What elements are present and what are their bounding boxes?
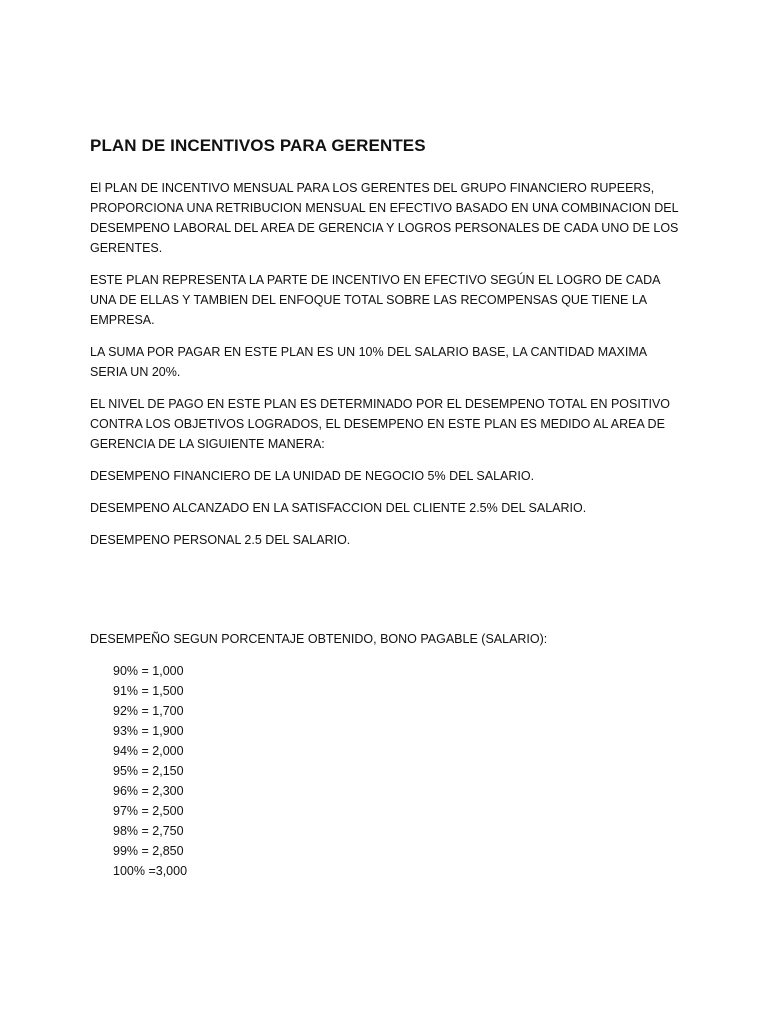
bonus-item: 99% = 2,850 [113, 844, 184, 858]
blank-space [90, 562, 680, 629]
bonus-item: 98% = 2,750 [113, 824, 184, 838]
bonus-list [90, 661, 680, 881]
bonus-item: 100% =3,000 [113, 864, 188, 878]
bonus-heading: DESEMPEÑO SEGUN PORCENTAJE OBTENIDO, BONO PAGABLE (SALARIO): [90, 632, 548, 646]
paragraph-personal: DESEMPENO PERSONAL 2.5 DEL SALARIO. [90, 533, 351, 547]
bonus-item: 95% = 2,150 [113, 764, 184, 778]
bonus-item: 96% = 2,300 [113, 784, 184, 798]
paragraph-intro: El PLAN DE INCENTIVO MENSUAL PARA LOS GERENTES DEL GRUPO FINANCIERO RUPEERS, PROPORCIONA UNA RETRIBUCION MENSUAL EN EFECTIVO BASADO EN UNA COMBINACION DEL DESEMPENO LABORAL DEL AREA DE GERENCIA Y LOGROS PERSONALES DE CADA UNO DE LOS GERENTES. [90, 181, 679, 255]
paragraph-level: EL NIVEL DE PAGO EN ESTE PLAN ES DETERMINADO POR EL DESEMPENO TOTAL EN POSITIVO CONTRA LOS OBJETIVOS LOGRADOS, EL DESEMPENO EN ESTE PLAN ES MEDIDO AL AREA DE GERENCIA DE LA SIGUIENTE MANERA: [90, 397, 671, 451]
bonus-item: 91% = 1,500 [113, 684, 184, 698]
paragraph-customer: DESEMPENO ALCANZADO EN LA SATISFACCION DEL CLIENTE 2.5% DEL SALARIO. [90, 501, 587, 515]
bonus-item: 94% = 2,000 [113, 744, 184, 758]
document-title: PLAN DE INCENTIVOS PARA GERENTES [90, 136, 426, 155]
bonus-item: 97% = 2,500 [113, 804, 184, 818]
paragraph-plan: ESTE PLAN REPRESENTA LA PARTE DE INCENTIVO EN EFECTIVO SEGÚN EL LOGRO DE CADA UNA DE ELLAS Y TAMBIEN DEL ENFOQUE TOTAL SOBRE LAS RECOMPENSAS QUE TIENE LA EMPRESA. [90, 273, 660, 327]
bonus-item: 92% = 1,700 [113, 704, 184, 718]
document-page [90, 134, 680, 881]
bonus-item: 93% = 1,900 [113, 724, 184, 738]
bonus-item: 90% = 1,000 [113, 664, 184, 678]
paragraph-financial: DESEMPENO FINANCIERO DE LA UNIDAD DE NEGOCIO 5% DEL SALARIO. [90, 469, 535, 483]
paragraph-payment: LA SUMA POR PAGAR EN ESTE PLAN ES UN 10% DEL SALARIO BASE, LA CANTIDAD MAXIMA SERIA UN 20%. [90, 345, 647, 379]
